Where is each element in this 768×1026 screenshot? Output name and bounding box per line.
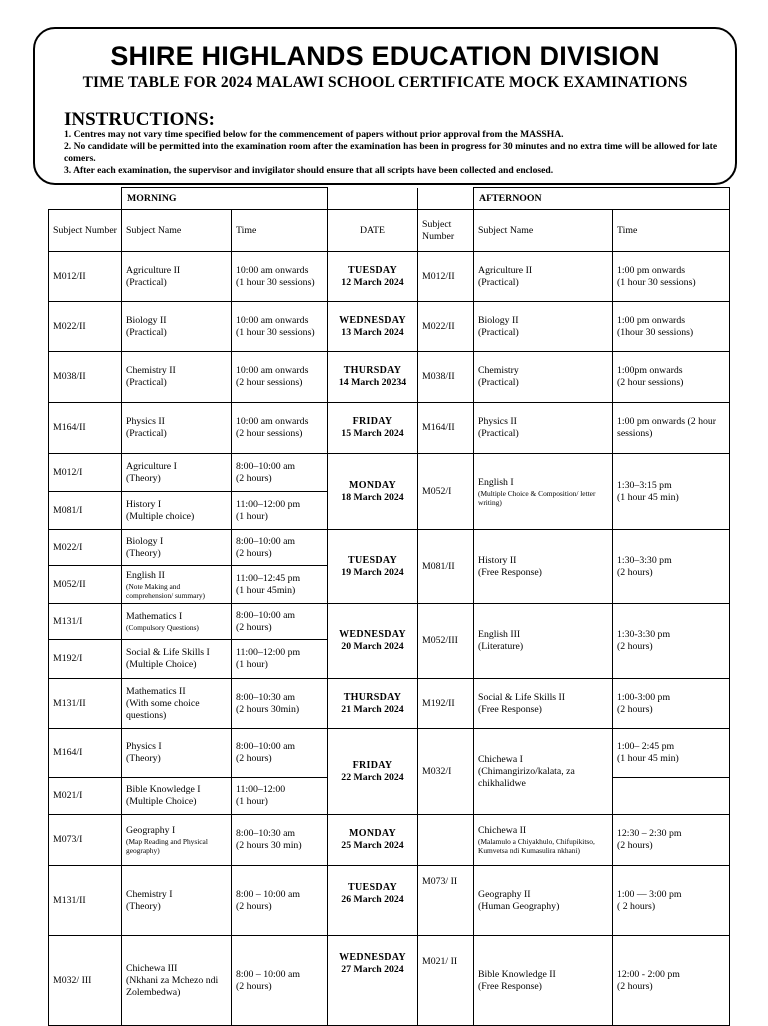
subject-name: English III (Literature) — [474, 604, 613, 679]
subject-name: Biology II (Practical) — [122, 302, 232, 352]
date: THURSDAY 14 March 20234 — [328, 352, 418, 403]
table-row — [49, 604, 730, 640]
subject-name: English I (Multiple Choice & Composition/ letter writing) — [474, 454, 613, 530]
instruction-item: 1. Centres may not vary time specified below for the commencement of papers without prior approval from the MASSHA. — [64, 129, 564, 140]
subject-number: M021/ II — [418, 936, 474, 1026]
time: 12:30 – 2:30 pm (2 hours) — [613, 815, 730, 866]
date: WEDNESDAY 13 March 2024 — [328, 302, 418, 352]
subject-number: M022/I — [49, 530, 122, 566]
date: TUESDAY 26 March 2024 — [328, 866, 418, 936]
time: 11:00–12:00 (1 hour) — [232, 778, 328, 815]
document-subtitle: TIME TABLE FOR 2024 MALAWI SCHOOL CERTIFICATE MOCK EXAMINATIONS — [82, 74, 688, 91]
time: 11:00–12:00 pm (1 hour) — [232, 492, 328, 530]
table-row — [49, 815, 730, 866]
time: 8:00–10:30 am (2 hours 30min) — [232, 679, 328, 729]
subject-name: Physics II (Practical) — [122, 403, 232, 454]
table-row — [49, 252, 730, 302]
time: 1:00pm onwards (2 hour sessions) — [613, 352, 730, 403]
document-title: SHIRE HIGHLANDS EDUCATION DIVISION — [110, 41, 660, 71]
subject-number: M012/II — [49, 252, 122, 302]
subject-number: M081/II — [418, 530, 474, 604]
subject-number: M131/II — [49, 866, 122, 936]
date: MONDAY 18 March 2024 — [328, 454, 418, 530]
time: 1:00 pm onwards (2 hour sessions) — [613, 403, 730, 454]
instruction-item: 3. After each examination, the supervisor and invigilator should ensure that all scripts have been collected and enclosed. — [64, 165, 554, 176]
subject-number: M038/II — [49, 352, 122, 403]
subject-number: M032/I — [418, 729, 474, 815]
subject-name: History I (Multiple choice) — [122, 492, 232, 530]
subject-number: M032/ III — [49, 936, 122, 1026]
blank-cell — [418, 188, 474, 210]
date: TUESDAY 19 March 2024 — [328, 530, 418, 604]
time: 10:00 am onwards (2 hour sessions) — [232, 403, 328, 454]
date: WEDNESDAY 20 March 2024 — [328, 604, 418, 679]
time: 8:00 – 10:00 am (2 hours) — [232, 866, 328, 936]
subject-number — [418, 815, 474, 866]
subject-name: Agriculture II (Practical) — [474, 252, 613, 302]
table-row — [49, 530, 730, 566]
subject-number: M081/I — [49, 492, 122, 530]
subject-name: History II (Free Response) — [474, 530, 613, 604]
subject-name: Agriculture I (Theory) — [122, 454, 232, 492]
time: 1:00 — 3:00 pm ( 2 hours) — [613, 866, 730, 936]
header-box — [33, 27, 737, 185]
instruction-item: 2. No candidate will be permitted into the examination room after the examination has been in progress for 30 minutes and no extra time will be allowed for late comers. — [64, 141, 718, 164]
subject-number: M192/I — [49, 640, 122, 679]
table-row — [49, 302, 730, 352]
col-header-subject-name: Subject Name — [474, 210, 613, 252]
subject-number: M012/II — [418, 252, 474, 302]
subject-name: Chemistry I (Theory) — [122, 866, 232, 936]
subject-name: Physics II (Practical) — [474, 403, 613, 454]
subject-name: Mathematics I (Compulsory Questions) — [122, 604, 232, 640]
subject-number: M131/I — [49, 604, 122, 640]
table-row — [49, 936, 730, 1026]
subject-name: Physics I (Theory) — [122, 729, 232, 778]
table-row — [49, 403, 730, 454]
subject-name: Chemistry (Practical) — [474, 352, 613, 403]
morning-header: MORNING — [122, 188, 328, 210]
subject-name: Chemistry II (Practical) — [122, 352, 232, 403]
col-header-subject-number: Subject Number — [418, 210, 474, 252]
subject-number: M052/II — [49, 566, 122, 604]
time: 10:00 am onwards (1 hour 30 sessions) — [232, 302, 328, 352]
subject-number: M164/I — [49, 729, 122, 778]
col-header-time: Time — [613, 210, 730, 252]
date: TUESDAY 12 March 2024 — [328, 252, 418, 302]
subject-name: Geography II (Human Geography) — [474, 866, 613, 936]
subject-number: M164/II — [418, 403, 474, 454]
subject-name: Biology I (Theory) — [122, 530, 232, 566]
subject-number: M164/II — [49, 403, 122, 454]
subject-name: Geography I (Map Reading and Physical geography) — [122, 815, 232, 866]
col-header-time: Time — [232, 210, 328, 252]
afternoon-header: AFTERNOON — [474, 188, 730, 210]
instructions-list — [64, 129, 734, 177]
subject-number: M131/II — [49, 679, 122, 729]
subject-number: M021/I — [49, 778, 122, 815]
table-row — [49, 352, 730, 403]
blank-cell — [328, 188, 418, 210]
subject-number: M022/II — [49, 302, 122, 352]
date: FRIDAY 15 March 2024 — [328, 403, 418, 454]
time: 11:00–12:45 pm (1 hour 45min) — [232, 566, 328, 604]
subject-name: Bible Knowledge II (Free Response) — [474, 936, 613, 1026]
time: 1:30–3:15 pm (1 hour 45 min) — [613, 454, 730, 530]
subject-number: M073/I — [49, 815, 122, 866]
subject-name: Social & Life Skills II (Free Response) — [474, 679, 613, 729]
subject-number: M192/II — [418, 679, 474, 729]
time: 8:00–10:00 am (2 hours) — [232, 604, 328, 640]
subject-number: M052/III — [418, 604, 474, 679]
blank-cell — [613, 778, 730, 815]
subject-name: Social & Life Skills I (Multiple Choice) — [122, 640, 232, 679]
subject-number: M052/I — [418, 454, 474, 530]
subject-name: Biology II (Practical) — [474, 302, 613, 352]
subject-name: Chichewa II (Malamulo a Chiyakhulo, Chifupikitso, Kumvetsa ndi Kumasulira nkhani) — [474, 815, 613, 866]
time: 1:30–3:30 pm (2 hours) — [613, 530, 730, 604]
blank-cell — [49, 188, 122, 210]
instructions-title: INSTRUCTIONS: — [64, 109, 215, 130]
table-row — [49, 866, 730, 936]
table-row — [49, 679, 730, 729]
time: 10:00 am onwards (1 hour 30 sessions) — [232, 252, 328, 302]
date: FRIDAY 22 March 2024 — [328, 729, 418, 815]
date: THURSDAY 21 March 2024 — [328, 679, 418, 729]
subject-name: Bible Knowledge I (Multiple Choice) — [122, 778, 232, 815]
date: WEDNESDAY 27 March 2024 — [328, 936, 418, 1026]
time: 10:00 am onwards (2 hour sessions) — [232, 352, 328, 403]
table-row — [49, 729, 730, 778]
timetable — [48, 187, 730, 1026]
time: 8:00–10:00 am (2 hours) — [232, 454, 328, 492]
subject-name: Chichewa III (Nkhani za Mchezo ndi Zolembedwa) — [122, 936, 232, 1026]
subject-number: M073/ II — [418, 866, 474, 936]
subject-name: Chichewa I (Chimangirizo/kalata, za chikhalidwe — [474, 729, 613, 815]
subject-name: English II (Note Making and comprehension/ summary) — [122, 566, 232, 604]
subject-number: M012/I — [49, 454, 122, 492]
time: 1:00-3:00 pm (2 hours) — [613, 679, 730, 729]
time: 8:00–10:00 am (2 hours) — [232, 530, 328, 566]
time: 1:00 pm onwards (1hour 30 sessions) — [613, 302, 730, 352]
time: 12:00 - 2:00 pm (2 hours) — [613, 936, 730, 1026]
time: 1:00– 2:45 pm (1 hour 45 min) — [613, 729, 730, 778]
time: 1:30-3:30 pm (2 hours) — [613, 604, 730, 679]
col-header-subject-number: Subject Number — [49, 210, 122, 252]
time: 8:00 – 10:00 am (2 hours) — [232, 936, 328, 1026]
time: 8:00–10:30 am (2 hours 30 min) — [232, 815, 328, 866]
time: 11:00–12:00 pm (1 hour) — [232, 640, 328, 679]
col-header-date: DATE — [328, 210, 418, 252]
time: 8:00–10:00 am (2 hours) — [232, 729, 328, 778]
subject-name: Mathematics II (With some choice questions) — [122, 679, 232, 729]
col-header-subject-name: Subject Name — [122, 210, 232, 252]
date: MONDAY 25 March 2024 — [328, 815, 418, 866]
time: 1:00 pm onwards (1 hour 30 sessions) — [613, 252, 730, 302]
subject-name: Agriculture II (Practical) — [122, 252, 232, 302]
subject-number: M038/II — [418, 352, 474, 403]
table-row — [49, 454, 730, 492]
subject-number: M022/II — [418, 302, 474, 352]
